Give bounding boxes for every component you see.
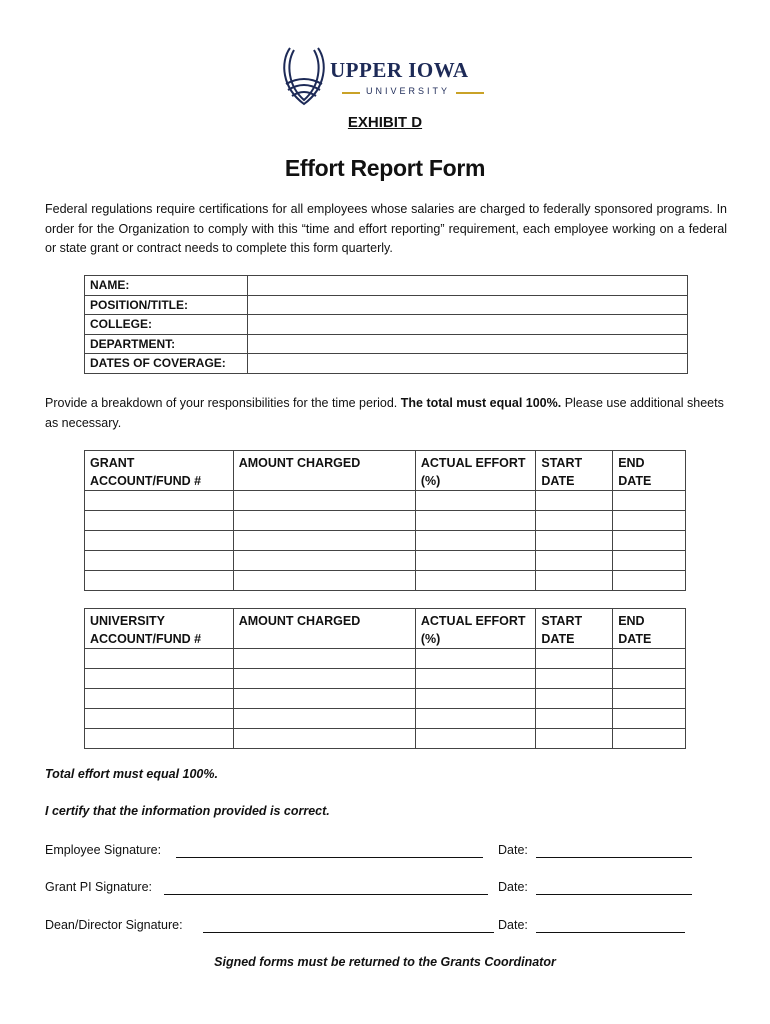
table-cell[interactable] [536,511,613,531]
name-field[interactable] [248,276,688,296]
table-cell[interactable] [233,649,415,669]
grant-account-table [84,450,686,591]
table-cell[interactable] [85,709,234,729]
table-cell[interactable] [85,511,234,531]
table-row [85,649,686,669]
page-title: Effort Report Form [284,155,486,181]
column-header: ACTUAL EFFORT (%) [415,609,536,649]
table-cell[interactable] [415,531,536,551]
column-header: START DATE [536,609,613,649]
table-cell[interactable] [415,571,536,591]
table-header-row [85,609,686,649]
table-row [85,709,686,729]
table-row [85,729,686,749]
table-cell[interactable] [233,511,415,531]
info-row [85,276,688,296]
info-row [85,315,688,335]
table-cell[interactable] [613,571,686,591]
table-row [85,531,686,551]
table-row [85,551,686,571]
table-cell[interactable] [85,571,234,591]
table-cell[interactable] [415,709,536,729]
table-cell[interactable] [613,649,686,669]
department-field[interactable] [248,334,688,354]
table-cell[interactable] [536,491,613,511]
info-row [85,295,688,315]
employee-signature-label: Employee Signature: [45,843,162,857]
table-cell[interactable] [233,531,415,551]
table-cell[interactable] [415,649,536,669]
table-row [85,669,686,689]
logo-name: UPPER IOWA [330,58,469,82]
table-cell[interactable] [536,669,613,689]
logo-subtitle: UNIVERSITY [366,86,451,96]
table-cell[interactable] [85,669,234,689]
table-cell[interactable] [233,669,415,689]
table-cell[interactable] [536,709,613,729]
dates-of-coverage-field[interactable] [248,354,688,374]
total-effort-note: Total effort must equal 100%. [45,767,218,781]
table-cell[interactable] [536,729,613,749]
grant-pi-signature-line[interactable] [164,894,488,895]
table-cell[interactable] [536,531,613,551]
employee-signature-line[interactable] [176,857,483,858]
logo-rule-right [456,92,484,94]
column-header: AMOUNT CHARGED [233,451,415,491]
table-cell[interactable] [233,709,415,729]
dean-date-line[interactable] [536,932,685,933]
table-cell[interactable] [233,729,415,749]
table-row [85,571,686,591]
table-cell[interactable] [233,689,415,709]
info-label: DEPARTMENT: [85,334,248,354]
table-cell[interactable] [536,551,613,571]
table-cell[interactable] [415,689,536,709]
dean-signature-line[interactable] [203,932,494,933]
employee-date-line[interactable] [536,857,692,858]
employee-info-table [84,275,688,374]
info-label: NAME: [85,276,248,296]
table-cell[interactable] [536,689,613,709]
table-cell[interactable] [613,551,686,571]
position-title-field[interactable] [248,295,688,315]
table-cell[interactable] [85,531,234,551]
table-cell[interactable] [233,491,415,511]
info-label: COLLEGE: [85,315,248,335]
logo-rule-left [342,92,360,94]
table-cell[interactable] [233,551,415,571]
employee-date-label: Date: [498,843,528,857]
breakdown-emphasis: The total must equal 100%. [400,396,562,410]
breakdown-text-end: Please use additional sheets as necessary. [45,396,724,430]
table-cell[interactable] [613,689,686,709]
intro-paragraph: Federal regulations require certifications for all employees whose salaries are charged to federally sponsored programs. In order for the Organization to comply with this “time and effort reporting” requirement, each employee working on a federal or state grant or contract needs to complete this form quarterly. [45,202,727,255]
table-cell[interactable] [613,669,686,689]
column-header: UNIVERSITY ACCOUNT/FUND # [85,609,234,649]
grant-pi-date-label: Date: [498,880,528,894]
column-header: END DATE [613,609,686,649]
university-account-table [84,608,686,749]
table-cell[interactable] [415,669,536,689]
column-header: END DATE [613,451,686,491]
dean-signature-label: Dean/Director Signature: [45,918,183,932]
table-cell[interactable] [415,551,536,571]
table-cell[interactable] [613,531,686,551]
table-cell[interactable] [233,571,415,591]
table-cell[interactable] [85,551,234,571]
table-cell[interactable] [613,491,686,511]
table-cell[interactable] [613,729,686,749]
dean-date-label: Date: [498,918,528,932]
table-cell[interactable] [415,491,536,511]
column-header: AMOUNT CHARGED [233,609,415,649]
table-cell[interactable] [85,689,234,709]
breakdown-text: Provide a breakdown of your responsibilities for the time period. [45,396,401,410]
table-cell[interactable] [536,571,613,591]
table-row [85,511,686,531]
table-cell[interactable] [613,709,686,729]
exhibit-label: EXHIBIT D [347,114,423,131]
table-cell[interactable] [613,511,686,531]
table-cell[interactable] [85,491,234,511]
column-header: ACTUAL EFFORT (%) [415,451,536,491]
university-emblem-icon [280,44,328,108]
college-field[interactable] [248,315,688,335]
table-cell[interactable] [536,649,613,669]
grant-pi-date-line[interactable] [536,894,692,895]
table-header-row [85,451,686,491]
info-row [85,334,688,354]
info-label: DATES OF COVERAGE: [85,354,248,374]
grant-pi-signature-label: Grant PI Signature: [45,880,153,894]
table-row [85,689,686,709]
breakdown-instructions [45,393,727,433]
table-row [85,491,686,511]
upper-iowa-logo [280,44,495,108]
table-cell[interactable] [415,729,536,749]
column-header: START DATE [536,451,613,491]
table-cell[interactable] [85,649,234,669]
table-cell[interactable] [85,729,234,749]
info-label: POSITION/TITLE: [85,295,248,315]
info-row [85,354,688,374]
footer-note: Signed forms must be returned to the Grants Coordinator [214,955,556,969]
certify-note: I certify that the information provided is correct. [45,804,330,818]
table-cell[interactable] [415,511,536,531]
column-header: GRANT ACCOUNT/FUND # [85,451,234,491]
